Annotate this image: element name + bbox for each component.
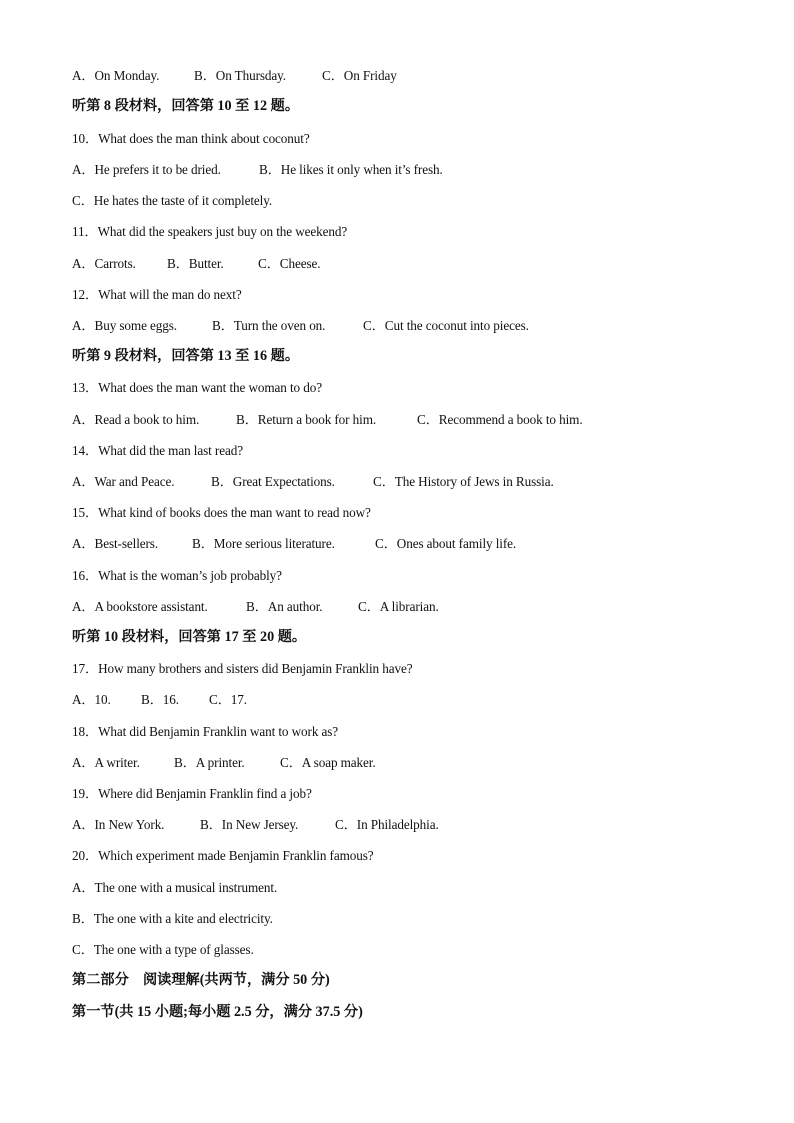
section-heading: 第一节(共 15 小题;每小题 2.5 分，满分 37.5 分) [72,1004,363,1020]
option: A．A writer. [72,755,140,770]
question: 19．Where did Benjamin Franklin find a job? [72,786,312,801]
option: A．He prefers it to be dried. [72,162,221,177]
option: B．He likes it only when it’s fresh. [259,162,443,177]
answer-options [72,412,583,428]
option: B．On Thursday. [194,68,287,83]
question: 11．What did the speakers just buy on the weekend? [72,224,348,239]
option: C．A soap maker. [280,755,376,770]
option: C．17. [209,692,247,707]
question: 14．What did the man last read? [72,443,243,458]
section-heading: 听第 9 段材料，回答第 13 至 16 题。 [72,348,300,364]
option: C．Cheese. [258,256,321,271]
option: A．10. [72,692,111,707]
option: B．A printer. [174,755,245,770]
option: B．Butter. [167,256,224,271]
answer-options [72,193,272,209]
question: 15．What kind of books does the man want to read now? [72,505,371,520]
answer-options [72,68,397,84]
option: A．Buy some eggs. [72,318,177,333]
answer-options [72,599,439,615]
option: A．Best-sellers. [72,536,159,551]
option: B．16. [141,692,179,707]
answer-options [72,880,277,896]
option: C．Cut the coconut into pieces. [363,318,529,333]
option: B．More serious literature. [192,536,335,551]
option: C．On Friday [322,68,397,83]
option: A．A bookstore assistant. [72,599,208,614]
question: 12．What will the man do next? [72,287,242,302]
question: 16．What is the woman’s job probably? [72,568,282,583]
answer-options [72,755,376,771]
question: 17．How many brothers and sisters did Benjamin Franklin have? [72,661,413,676]
answer-options [72,256,320,272]
section-heading: 听第 8 段材料，回答第 10 至 12 题。 [72,98,300,114]
question: 10．What does the man think about coconut? [72,131,310,146]
section-heading: 听第 10 段材料，回答第 17 至 20 题。 [72,629,307,645]
option: B．The one with a kite and electricity. [72,911,273,926]
option: A．Read a book to him. [72,412,200,427]
option: B．An author. [246,599,323,614]
option: C．He hates the taste of it completely. [72,193,273,208]
option: C．Ones about family life. [375,536,517,551]
question: 20．Which experiment made Benjamin Franklin famous? [72,848,374,863]
answer-options [72,318,529,334]
option: C．The one with a type of glasses. [72,942,254,957]
option: A．In New York. [72,817,165,832]
answer-options [72,817,439,833]
option: A．On Monday. [72,68,160,83]
question: 13．What does the man want the woman to do? [72,380,322,395]
answer-options [72,692,247,708]
option: C．A librarian. [358,599,439,614]
option: C．Recommend a book to him. [417,412,583,427]
answer-options [72,911,273,927]
option: B．Great Expectations. [211,474,335,489]
option: C．In Philadelphia. [335,817,439,832]
part-heading: 第二部分 阅读理解(共两节，满分 50 分) [72,972,330,988]
answer-options [72,162,443,178]
option: B．In New Jersey. [200,817,299,832]
question: 18．What did Benjamin Franklin want to work as? [72,724,339,739]
option: A．The one with a musical instrument. [72,880,278,895]
option: A．Carrots. [72,256,136,271]
option: B．Return a book for him. [236,412,377,427]
answer-options [72,536,516,552]
option: A．War and Peace. [72,474,175,489]
option: C．The History of Jews in Russia. [373,474,554,489]
answer-options [72,942,254,958]
answer-options [72,474,554,490]
option: B．Turn the oven on. [212,318,326,333]
